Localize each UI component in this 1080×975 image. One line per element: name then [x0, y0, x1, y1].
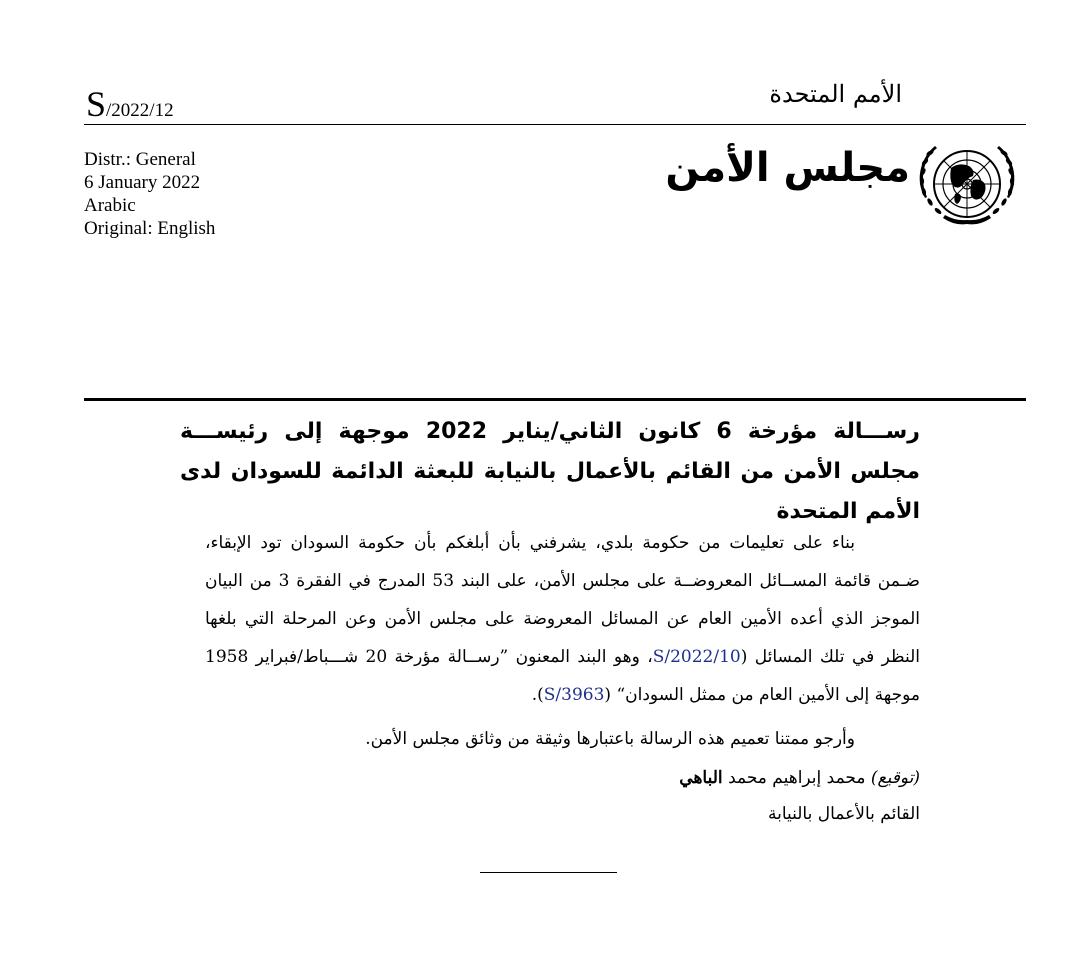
document-date: 6 January 2022	[84, 172, 201, 193]
signatory-family-name: الباهي	[679, 768, 723, 788]
distribution-type: Distr.: General	[84, 149, 196, 170]
title-rule	[84, 398, 1026, 401]
paragraph-1-text-a: بناء على تعليمات من حكومة بلدي، يشرفني بأن أبلغكم بأن حكومة السودان تود الإبقاء، ضـمن قائمة المســائل المعروضــة على مجلس الأمن، على البند 53 المدرج في الفقرة 3 من البيان الموجز الذي أعده الأمين العام عن المسائل المعروضة على مجلس الأمن وعن المرحلة التي بلغها النظر في تلك المسائل	[205, 533, 920, 667]
letter-title: رســـالة مؤرخة 6 كانون الثاني/يناير 2022 موجهة إلى رئيســـة مجلس الأمن من القائم بالأعمال بالنيابة للبعثة الدائمة للسودان لدى الأمم المتحدة	[180, 419, 920, 524]
document-link-s-2022-10[interactable]: S/2022/10	[652, 647, 741, 667]
symbol-number: /2022/12	[106, 100, 174, 121]
distribution-block	[84, 148, 215, 240]
council-name: مجلس الأمن	[665, 145, 910, 191]
document-link-s-3963[interactable]: S/3963	[543, 685, 605, 705]
header-rule	[84, 124, 1026, 125]
signature-line	[679, 760, 920, 796]
organization-name: الأمم المتحدة	[769, 80, 902, 108]
end-rule	[480, 872, 617, 873]
document-symbol	[86, 84, 174, 124]
paragraph-1-text-b: ، وهو البند المعنون ”رســالة مؤرخة 20 شـــباط/فبراير 1958 موجهة إلى الأمين العام من ممثل السودان“	[205, 647, 920, 705]
signature-block	[679, 760, 920, 832]
letter-body	[205, 524, 920, 758]
signed-label: (توقيع)	[870, 768, 920, 788]
body-paragraph-2: وأرجو ممتنا تعميم هذه الرسالة باعتبارها وثيقة من وثائق مجلس الأمن.	[365, 729, 855, 749]
original-language: Original: English	[84, 218, 216, 239]
body-paragraph-1: بناء على تعليمات من حكومة بلدي، يشرفني بأن أبلغكم بأن حكومة السودان تود الإبقاء، ضـمن قائمة المســائل المعروضــة على مجلس الأمن، على البند 53 المدرج في الفقرة 3 من البيان الموجز الذي أعده الأمين العام عن المسائل المعروضة على مجلس الأمن وعن المرحلة التي بلغها النظر في تلك المسائل (S/2022/10، وهو البند المعنون ”رســالة مؤرخة 20 شـــباط/فبراير 1958 موجهة إلى الأمين العام من ممثل السودان“ (S/3963).	[205, 533, 920, 705]
document-language: Arabic	[84, 195, 136, 216]
symbol-prefix: S	[86, 84, 107, 124]
un-emblem-icon	[911, 134, 1023, 234]
signatory-position: القائم بالأعمال بالنيابة	[767, 804, 920, 824]
signatory-given-names: محمد إبراهيم محمد	[728, 768, 866, 788]
